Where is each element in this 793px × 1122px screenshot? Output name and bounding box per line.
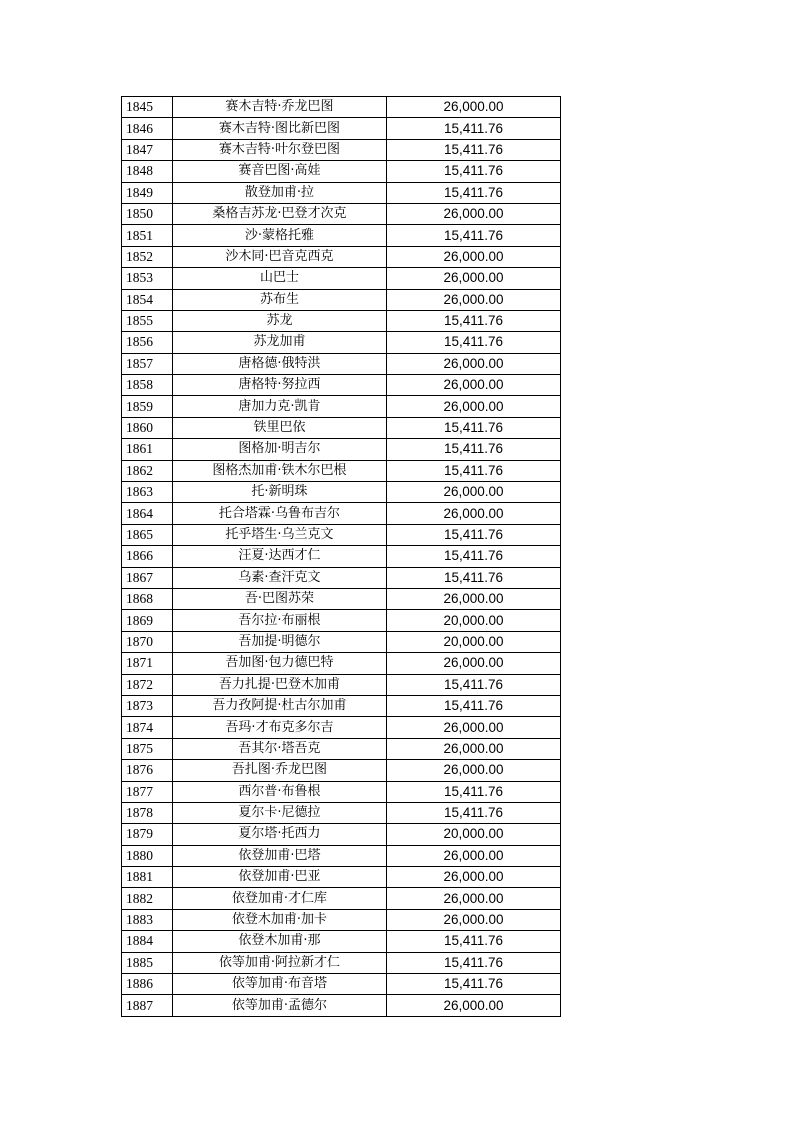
table-row [122,760,561,781]
amount-cell: 26,000.00 [387,760,561,781]
name-cell: 赛木吉特·叶尔登巴图 [173,139,387,160]
row-number-cell: 1863 [122,482,173,503]
name-cell: 沙·蒙格托雅 [173,225,387,246]
table-row [122,995,561,1016]
amount-cell: 15,411.76 [387,695,561,716]
table-row [122,439,561,460]
table-row [122,268,561,289]
amount-cell: 20,000.00 [387,631,561,652]
row-number-cell: 1867 [122,567,173,588]
table-row [122,503,561,524]
table-row [122,781,561,802]
row-number-cell: 1869 [122,610,173,631]
name-cell: 托合塔霖·乌鲁布吉尔 [173,503,387,524]
name-cell: 苏龙加甫 [173,332,387,353]
name-cell: 托·新明珠 [173,482,387,503]
table-row [122,610,561,631]
row-number-cell: 1847 [122,139,173,160]
table-row [122,396,561,417]
table-row [122,460,561,481]
amount-cell: 26,000.00 [387,396,561,417]
table-row [122,139,561,160]
table-row [122,738,561,759]
amount-cell: 26,000.00 [387,246,561,267]
amount-cell: 15,411.76 [387,460,561,481]
name-cell: 依登加甫·巴塔 [173,845,387,866]
table-row [122,802,561,823]
table-row [122,417,561,438]
name-cell: 吾力扎提·巴登木加甫 [173,674,387,695]
amount-cell: 26,000.00 [387,97,561,118]
name-cell: 乌素·查汗克文 [173,567,387,588]
amount-cell: 26,000.00 [387,717,561,738]
row-number-cell: 1849 [122,182,173,203]
table-row [122,588,561,609]
name-cell: 汪夏·达西才仁 [173,546,387,567]
table-row [122,952,561,973]
table-row [122,867,561,888]
row-number-cell: 1885 [122,952,173,973]
name-cell: 吾·巴图苏荣 [173,588,387,609]
row-number-cell: 1884 [122,931,173,952]
table-row [122,332,561,353]
name-cell: 唐格特·努拉西 [173,375,387,396]
name-cell: 托乎塔生·乌兰克文 [173,524,387,545]
amount-cell: 26,000.00 [387,653,561,674]
row-number-cell: 1854 [122,289,173,310]
name-cell: 唐格德·俄特洪 [173,353,387,374]
table-row [122,631,561,652]
row-number-cell: 1874 [122,717,173,738]
amount-cell: 15,411.76 [387,974,561,995]
row-number-cell: 1859 [122,396,173,417]
table-row [122,375,561,396]
amount-cell: 26,000.00 [387,353,561,374]
row-number-cell: 1871 [122,653,173,674]
row-number-cell: 1855 [122,310,173,331]
row-number-cell: 1866 [122,546,173,567]
table-row [122,353,561,374]
amount-cell: 15,411.76 [387,524,561,545]
table-row [122,161,561,182]
amount-cell: 15,411.76 [387,674,561,695]
amount-cell: 26,000.00 [387,867,561,888]
table-row [122,845,561,866]
amount-cell: 26,000.00 [387,738,561,759]
name-cell: 赛音巴图·高娃 [173,161,387,182]
name-cell: 吾扎图·乔龙巴图 [173,760,387,781]
row-number-cell: 1856 [122,332,173,353]
name-cell: 夏尔塔·托西力 [173,824,387,845]
amount-cell: 15,411.76 [387,161,561,182]
name-cell: 唐加力克·凯肯 [173,396,387,417]
table-row [122,524,561,545]
table-row [122,289,561,310]
payment-table [121,96,561,1017]
name-cell: 赛木吉特·图比新巴图 [173,118,387,139]
row-number-cell: 1876 [122,760,173,781]
row-number-cell: 1852 [122,246,173,267]
row-number-cell: 1858 [122,375,173,396]
amount-cell: 26,000.00 [387,375,561,396]
name-cell: 吾玛·才布克多尔吉 [173,717,387,738]
amount-cell: 15,411.76 [387,417,561,438]
table-row [122,909,561,930]
table-row [122,653,561,674]
amount-cell: 26,000.00 [387,845,561,866]
table-row [122,567,561,588]
amount-cell: 15,411.76 [387,332,561,353]
name-cell: 图格杰加甫·铁木尔巴根 [173,460,387,481]
name-cell: 沙木同·巴音克西克 [173,246,387,267]
amount-cell: 15,411.76 [387,118,561,139]
row-number-cell: 1853 [122,268,173,289]
amount-cell: 15,411.76 [387,802,561,823]
amount-cell: 20,000.00 [387,610,561,631]
amount-cell: 15,411.76 [387,225,561,246]
amount-cell: 26,000.00 [387,268,561,289]
row-number-cell: 1857 [122,353,173,374]
row-number-cell: 1882 [122,888,173,909]
row-number-cell: 1878 [122,802,173,823]
table-row [122,246,561,267]
name-cell: 吾其尔·塔吾克 [173,738,387,759]
row-number-cell: 1850 [122,203,173,224]
table-row [122,482,561,503]
amount-cell: 26,000.00 [387,909,561,930]
row-number-cell: 1861 [122,439,173,460]
table-row [122,97,561,118]
amount-cell: 26,000.00 [387,588,561,609]
name-cell: 吾力孜阿提·杜古尔加甫 [173,695,387,716]
table-row [122,182,561,203]
name-cell: 依登加甫·巴亚 [173,867,387,888]
name-cell: 吾尔拉·布丽根 [173,610,387,631]
table-row [122,824,561,845]
table-row [122,695,561,716]
amount-cell: 15,411.76 [387,567,561,588]
row-number-cell: 1881 [122,867,173,888]
name-cell: 依等加甫·阿拉新才仁 [173,952,387,973]
name-cell: 依登加甫·才仁库 [173,888,387,909]
name-cell: 吾加图·包力德巴特 [173,653,387,674]
name-cell: 苏布生 [173,289,387,310]
name-cell: 图格加·明吉尔 [173,439,387,460]
name-cell: 苏龙 [173,310,387,331]
row-number-cell: 1860 [122,417,173,438]
row-number-cell: 1864 [122,503,173,524]
name-cell: 桑格吉苏龙·巴登才次克 [173,203,387,224]
row-number-cell: 1883 [122,909,173,930]
name-cell: 赛木吉特·乔龙巴图 [173,97,387,118]
row-number-cell: 1875 [122,738,173,759]
row-number-cell: 1865 [122,524,173,545]
amount-cell: 15,411.76 [387,931,561,952]
amount-cell: 15,411.76 [387,139,561,160]
name-cell: 依等加甫·孟德尔 [173,995,387,1016]
row-number-cell: 1872 [122,674,173,695]
table-row [122,546,561,567]
amount-cell: 15,411.76 [387,182,561,203]
amount-cell: 26,000.00 [387,289,561,310]
amount-cell: 26,000.00 [387,503,561,524]
row-number-cell: 1880 [122,845,173,866]
name-cell: 依登木加甫·那 [173,931,387,952]
amount-cell: 26,000.00 [387,482,561,503]
amount-cell: 15,411.76 [387,310,561,331]
table-row [122,974,561,995]
name-cell: 铁里巴依 [173,417,387,438]
name-cell: 依登木加甫·加卡 [173,909,387,930]
amount-cell: 15,411.76 [387,546,561,567]
table-row [122,674,561,695]
row-number-cell: 1862 [122,460,173,481]
row-number-cell: 1845 [122,97,173,118]
row-number-cell: 1868 [122,588,173,609]
amount-cell: 15,411.76 [387,781,561,802]
amount-cell: 26,000.00 [387,888,561,909]
name-cell: 散登加甫·拉 [173,182,387,203]
row-number-cell: 1846 [122,118,173,139]
table-row [122,225,561,246]
row-number-cell: 1879 [122,824,173,845]
name-cell: 山巴士 [173,268,387,289]
row-number-cell: 1887 [122,995,173,1016]
table-row [122,888,561,909]
table-body [122,97,561,1017]
row-number-cell: 1851 [122,225,173,246]
row-number-cell: 1848 [122,161,173,182]
amount-cell: 15,411.76 [387,439,561,460]
table-row [122,118,561,139]
row-number-cell: 1886 [122,974,173,995]
amount-cell: 26,000.00 [387,203,561,224]
name-cell: 西尔普·布鲁根 [173,781,387,802]
row-number-cell: 1873 [122,695,173,716]
table-row [122,310,561,331]
amount-cell: 26,000.00 [387,995,561,1016]
table-row [122,931,561,952]
row-number-cell: 1870 [122,631,173,652]
amount-cell: 20,000.00 [387,824,561,845]
table-row [122,717,561,738]
name-cell: 夏尔卡·尼德拉 [173,802,387,823]
table-row [122,203,561,224]
row-number-cell: 1877 [122,781,173,802]
name-cell: 依等加甫·布音塔 [173,974,387,995]
amount-cell: 15,411.76 [387,952,561,973]
name-cell: 吾加提·明德尔 [173,631,387,652]
